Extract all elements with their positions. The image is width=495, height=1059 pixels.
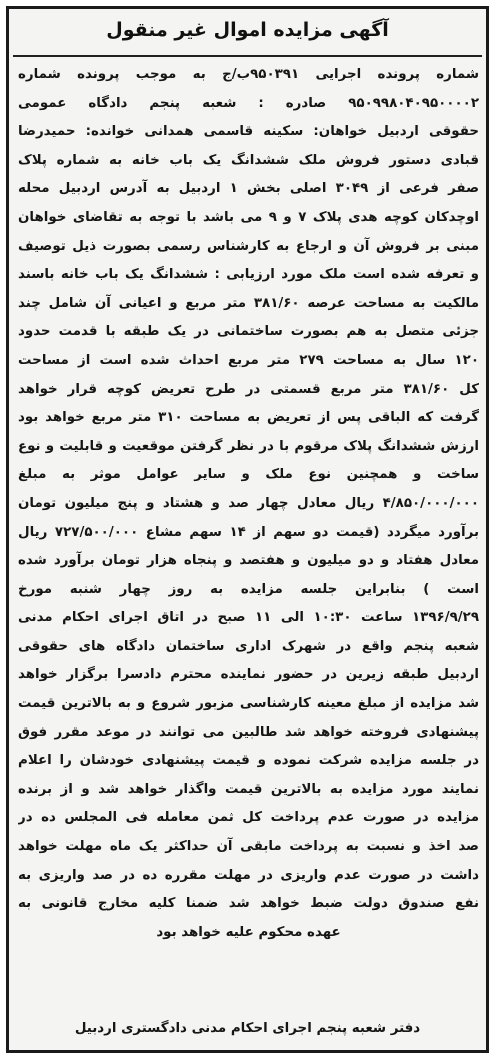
notice-body-line: و تعرفه شده است ملک مورد ارزیابی : ششدانگ یک باب خانه باسند: [18, 267, 479, 283]
notice-body-line: مزایده در صورت عدم پرداخت کل ثمن معامله فی المجلس ده در: [18, 810, 479, 826]
notice-body-line: صفر فرعی از ۳۰۴۹ اصلی بخش ۱ اردبیل به آدرس اردبیل محله: [18, 181, 479, 197]
notice-body-line: داشت در صورت عدم واریزی در مهلت مقرره ده در صد واریزی به: [18, 867, 479, 883]
notice-body-line: اردبیل طبقه زیرین در حضور نماینده محترم دادسرا برگزار خواهد: [18, 667, 479, 683]
notice-body-line: گرفت که الباقی پس از تعریض به مساحت ۳۱۰ متر مربع خواهد بود: [18, 410, 479, 426]
notice-body-line: است ) بنابراین جلسه مزایده به روز چهار شنبه مورخ: [18, 581, 479, 597]
notice-body-line: ۹۵۰۹۹۸۰۴۰۹۵۰۰۰۰۲ صادره : شعبه پنجم دادگاه عمومی: [18, 95, 479, 111]
notice-body-line: نفع صندوق دولت ضبط خواهد شد ضمنا کلیه مخارج قانونی به: [18, 896, 479, 912]
notice-body-line: صد اخذ و نسبت به پرداخت مابقی آن حداکثر یک ماه مهلت خواهد: [18, 839, 479, 855]
title-divider: [13, 55, 482, 57]
notice-body-line: ۴/۸۵۰/۰۰۰/۰۰۰ ریال معادل چهار صد و هشتاد و پنج میلیون تومان: [18, 495, 479, 511]
notice-signature: دفتر شعبه پنجم اجرای احکام مدنی دادگستری اردبیل: [74, 1021, 421, 1036]
notice-body-line: معادل هفتاد و دو میلیون و هفتصد و پنجاه هزار تومان برآورد شده: [18, 553, 479, 569]
notice-body-line: در جلسه مزایده شرکت نموده و قیمت پیشنهادی خودشان را اعلام: [18, 753, 479, 769]
notice-box: [6, 6, 489, 1053]
notice-body-line: شماره پرونده اجرایی ۹۵۰۳۹۱ب/ج به موجب پرونده شماره: [18, 67, 479, 82]
notice-body-line: شد مزایده از مبلغ معینه کارشناسی مزبور شروع و به بالاترین قیمت: [18, 696, 479, 712]
notice-body-line: کل ۳۸۱/۶۰ متر مربع قسمتی در طرح تعریض کوچه قرار خواهد: [18, 381, 479, 397]
notice-body-line: شعبه پنجم واقع در شهرک اداری ساختمان دادگاه های حقوقی: [18, 638, 479, 654]
notice-body-line: مالکیت به مساحت عرصه ۳۸۱/۶۰ متر مربع و اعیانی آن شامل چند: [18, 295, 479, 311]
notice-body-line: مبنی بر فروش آن و ارجاع به کارشناس رسمی بصورت ذیل توصیف: [18, 238, 479, 254]
notice-body-line: اوچدکان کوچه هدی پلاک ۷ و ۹ می باشد با توجه به تقاضای خواهان: [18, 209, 479, 225]
notice-body-line: قبادی دستور فروش ملک ششدانگ یک باب خانه به شماره پلاک: [18, 152, 479, 168]
notice-body: [18, 61, 479, 947]
notice-body-line: ۱۳۹۶/۹/۲۹ ساعت ۱۰:۳۰ الی ۱۱ صبح در اتاق اجرای احکام مدنی: [18, 610, 479, 626]
notice-body-line: جزئی متصل به هم بصورت ساختمانی در یک طبقه با قدمت حدود: [18, 324, 479, 340]
notice-body-line: نمایند مورد مزایده به بالاترین قیمت واگذار خواهد شد و از برنده: [18, 781, 479, 797]
notice-body-line: حقوقی اردبیل خواهان: سکینه قاسمی همدانی خوانده: حمیدرضا: [18, 124, 479, 140]
notice-body-line: عهده محکوم علیه خواهد بود: [156, 924, 341, 940]
notice-body-line: ساخت و همچنین نوع ملک و سایر عوامل موثر به مبلغ: [18, 467, 479, 483]
notice-body-line: پیشنهادی فروخته خواهد شد طالبین می توانند در موعد مقرر فوق: [18, 724, 479, 740]
notice-body-line: ۱۲۰ سال به مساحت ۲۷۹ متر مربع احداث شده است از مساحت: [18, 352, 479, 368]
notice-body-line: برآورد میگردد (قیمت دو سهم از ۱۴ سهم مشاع ۷۲۷/۵۰۰/۰۰۰ ریال: [18, 524, 479, 540]
notice-title: آگهی مزایده اموال غیر منقول: [106, 19, 389, 41]
notice-body-line: ارزش ششدانگ پلاک مرقوم با در نظر گرفتن موقعیت و قابلیت و نوع: [18, 438, 479, 454]
